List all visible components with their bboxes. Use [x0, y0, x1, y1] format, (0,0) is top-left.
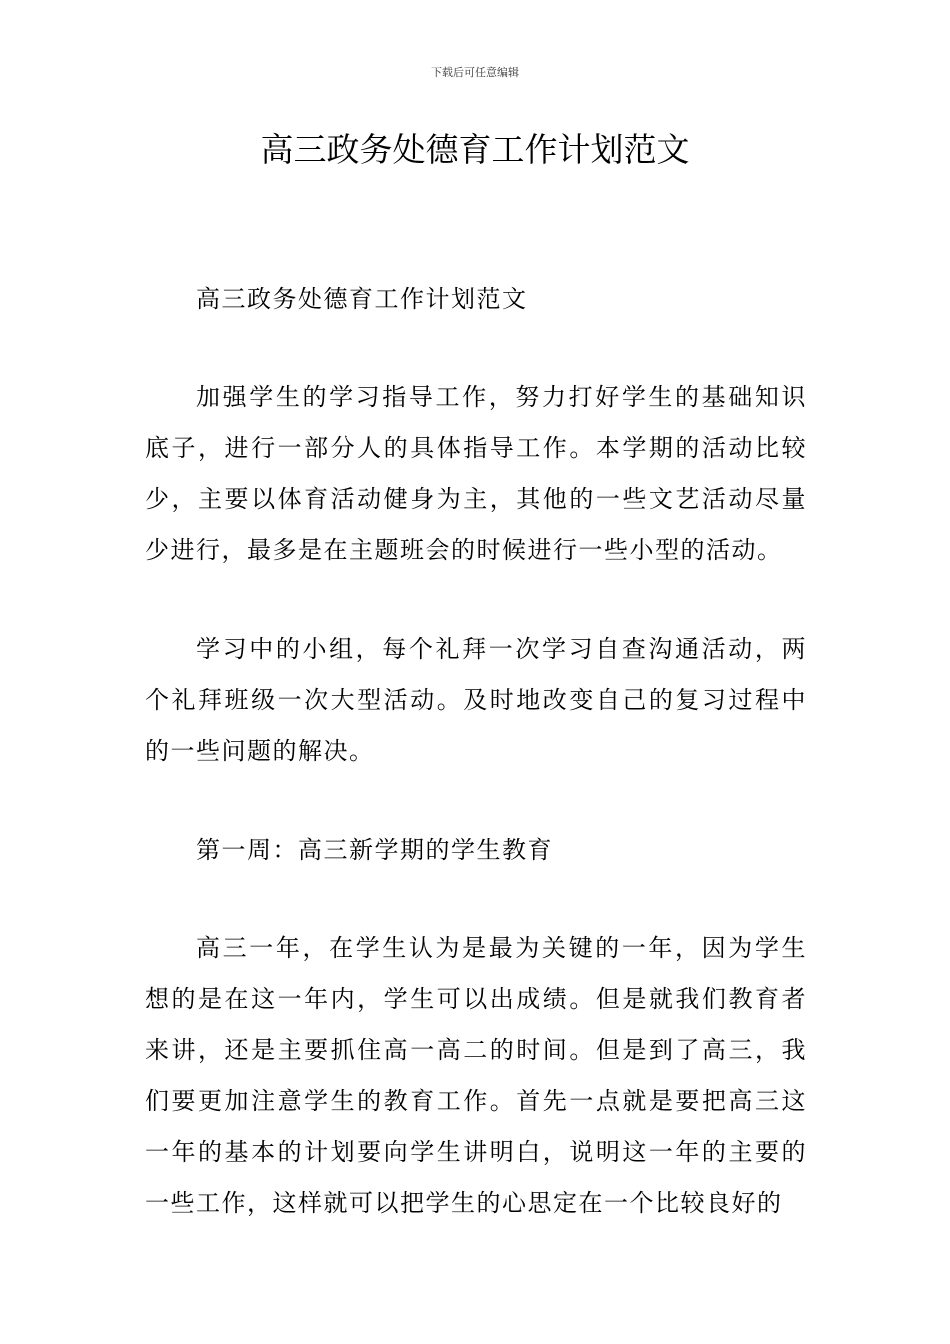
paragraph-subtitle: 高三政务处德育工作计划范文: [196, 285, 528, 313]
header-note: 下载后可任意编辑: [431, 66, 519, 79]
paragraph: 高三一年，在学生认为是最为关键的一年，因为学生想的是在这一年内，学生可以出成绩。但是就我们教育者来讲，还是主要抓住高一高二的时间。但是到了高三，我们要更加注意学生的教育工作。首先一点就是要把高三这一年的基本的计划要向学生讲明白，说明这一年的主要的一些工作，这样就可以把学生的心思定在一个比较良好的: [145, 934, 807, 1217]
paragraph: 学习中的小组，每个礼拜一次学习自查沟通活动，两个礼拜班级一次大型活动。及时地改变自己的复习过程中的一些问题的解决。: [145, 635, 807, 765]
paragraph: 加强学生的学习指导工作，努力打好学生的基础知识底子，进行一部分人的具体指导工作。本学期的活动比较少，主要以体育活动健身为主，其他的一些文艺活动尽量少进行，最多是在主题班会的时候进行一些小型的活动。: [145, 383, 807, 564]
document-body: [145, 274, 807, 1277]
section-heading: 第一周：高三新学期的学生教育: [196, 836, 553, 864]
document-title: 高三政务处德育工作计划范文: [260, 130, 690, 169]
